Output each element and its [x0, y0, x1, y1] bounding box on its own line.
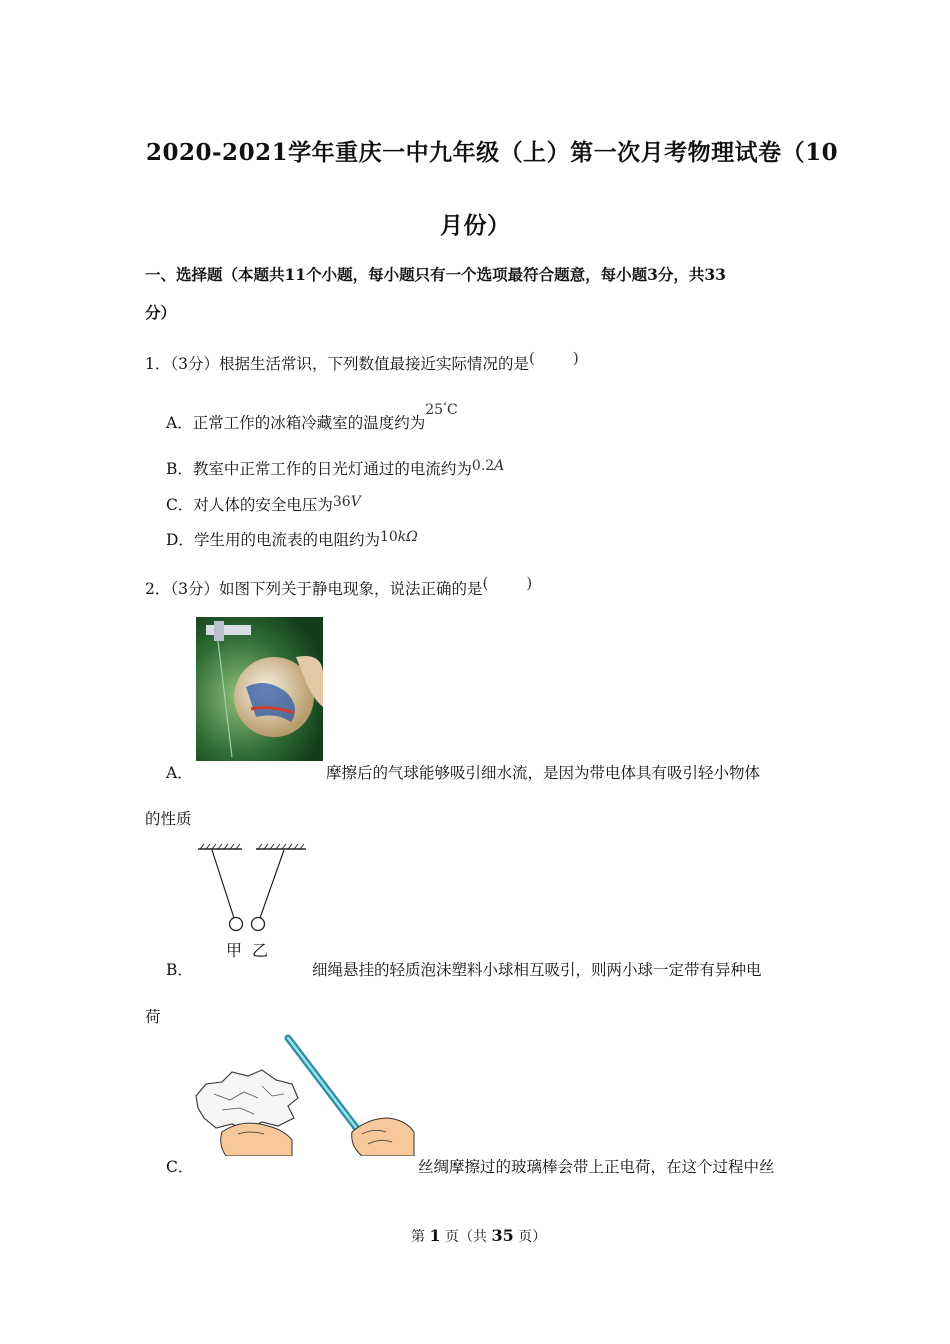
answer-paren-close: ): [572, 349, 579, 367]
section-heading-line2: 分）: [145, 303, 177, 322]
page-title-line1: 2020-2021学年重庆一中九年级（上）第一次月考物理试卷（10: [146, 139, 839, 166]
q1-option-b-value: 0.2A: [471, 458, 505, 474]
q2-option-a-label: A．: [166, 764, 193, 782]
answer-paren-open: (: [482, 574, 489, 592]
silk-glass-rod-image: [192, 1034, 417, 1156]
hanging-balls-diagram: [192, 840, 312, 965]
q2-option-b-text-line1: 细绳悬挂的轻质泡沫塑料小球相互吸引，则两小球一定带有异种电: [312, 961, 762, 979]
q1-option-d: D．学生用的电流表的电阻约为10kΩ: [166, 529, 418, 549]
q2-option-b-label: B．: [166, 961, 193, 979]
q1-option-b: B．教室中正常工作的日光灯通过的电流约为0.2A: [166, 458, 505, 478]
answer-paren-open: (: [528, 349, 535, 367]
ball-label-left: 甲: [226, 941, 243, 960]
answer-paren-close: ): [526, 574, 533, 592]
q1-option-d-value: 10kΩ: [379, 529, 418, 545]
page-number: 1: [429, 1226, 441, 1245]
page-footer: 第 1 页（共 35 页）: [411, 1226, 547, 1245]
page-total: 35: [491, 1226, 514, 1245]
section-heading-line1: 一、选择题（本题共11个小题，每小题只有一个选项最符合题意，每小题3分，共33: [145, 265, 726, 284]
q2-option-c-label: C．: [166, 1158, 194, 1176]
q2-option-a-text-line1: 摩擦后的气球能够吸引细水流，是因为带电体具有吸引轻小物体: [326, 764, 761, 782]
q1-option-c: C．对人体的安全电压为36V: [166, 494, 361, 514]
q2-option-a-text-line2: 的性质: [145, 810, 192, 828]
q2-option-c-text-line1: 丝绸摩擦过的玻璃棒会带上正电荷，在这个过程中丝: [418, 1158, 775, 1176]
question-2-stem: 2．（3分）如图下列关于静电现象，说法正确的是( ): [145, 574, 533, 598]
q1-option-c-value: 36V: [332, 494, 361, 510]
balloon-water-stream-image: [196, 617, 323, 761]
q1-option-a: A．正常工作的冰箱冷藏室的温度约为25°C: [166, 401, 458, 432]
question-1-stem: 1．（3分）根据生活常识，下列数值最接近实际情况的是( ): [145, 349, 579, 373]
q2-option-b-text-line2: 荷: [145, 1008, 161, 1026]
q1-option-a-value: 25°C: [425, 401, 458, 418]
ball-label-right: 乙: [252, 941, 269, 960]
page-title-line2: 月份）: [440, 212, 511, 239]
